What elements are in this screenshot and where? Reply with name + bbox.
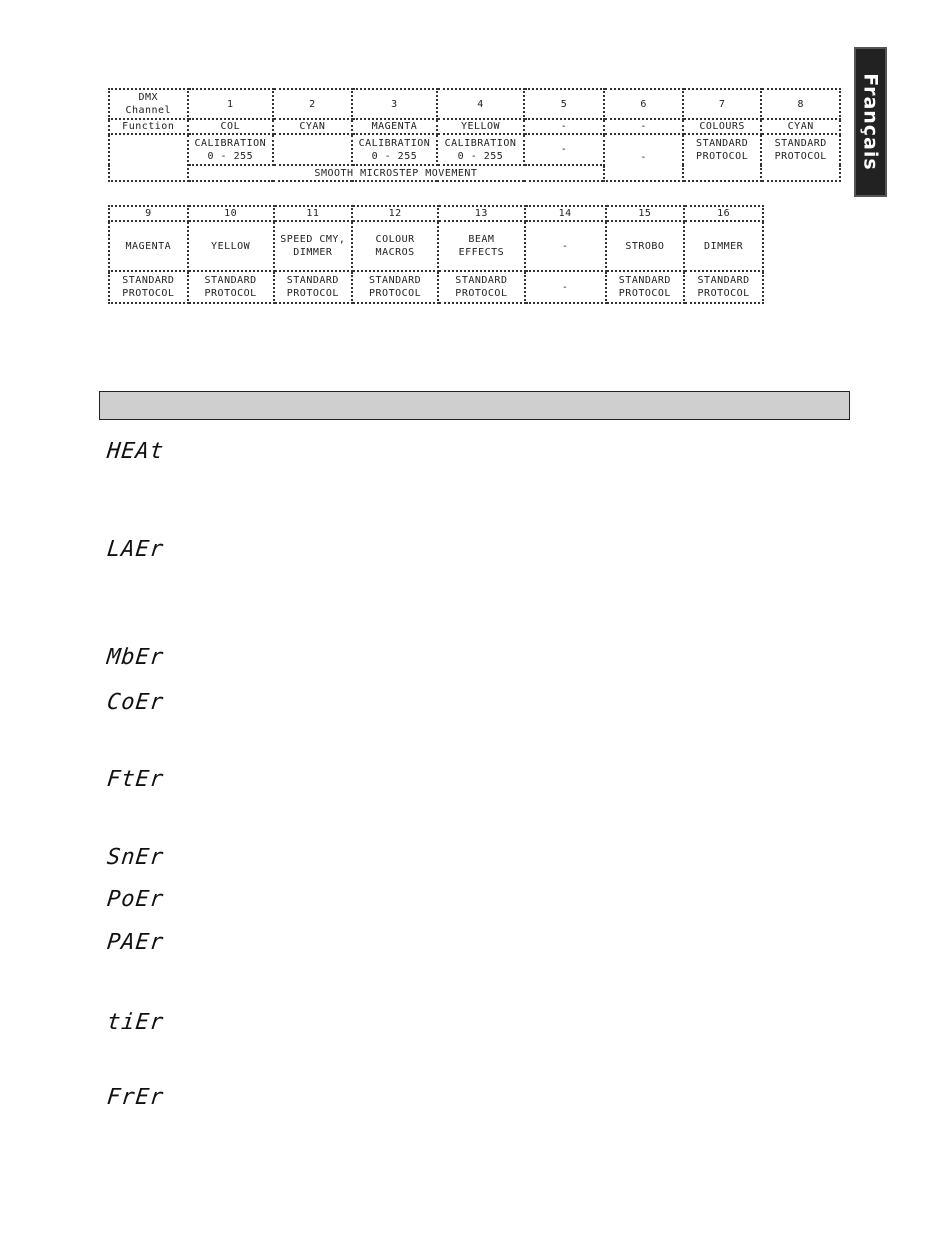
channel-number: 6 (604, 89, 683, 119)
function-cell: COL (188, 119, 274, 134)
function-cell: COLOURS (683, 119, 762, 134)
channel-number: 2 (273, 89, 352, 119)
channel-number: 5 (524, 89, 605, 119)
detail-cell: CALIBRATION 0 - 255 (352, 134, 438, 165)
protocol-cell: STANDARD PROTOCOL (109, 271, 188, 303)
detail-cell (273, 134, 352, 165)
smooth-movement-cell: SMOOTH MICROSTEP MOVEMENT (188, 165, 605, 181)
function-cell: CYAN (761, 119, 840, 134)
protocol-cell: STANDARD PROTOCOL (274, 271, 353, 303)
channel-number: 7 (683, 89, 762, 119)
channel-number: 13 (438, 206, 525, 221)
error-code-poer: PoEr (105, 887, 166, 912)
channel-number: 12 (352, 206, 438, 221)
protocol-cell: STANDARD PROTOCOL (188, 271, 274, 303)
function-cell: YELLOW (437, 119, 524, 134)
function-cell: - (525, 221, 606, 271)
detail-cell: STANDARD PROTOCOL (761, 134, 840, 181)
function-cell: MAGENTA (352, 119, 438, 134)
function-cell: STROBO (606, 221, 685, 271)
channel-number: 11 (274, 206, 353, 221)
channel-number: 16 (684, 206, 763, 221)
language-tab-label: Français (859, 73, 882, 171)
protocol-cell: - (525, 271, 606, 303)
dmx-channel-table-2 (108, 205, 764, 304)
channel-number: 1 (188, 89, 274, 119)
detail-cell: STANDARD PROTOCOL (683, 134, 762, 181)
protocol-cell: STANDARD PROTOCOL (684, 271, 763, 303)
section-header-bar (99, 391, 850, 420)
function-cell: COLOUR MACROS (352, 221, 438, 271)
channel-number: 3 (352, 89, 438, 119)
function-cell: - (524, 119, 605, 134)
error-code-sner: SnEr (105, 845, 166, 870)
error-code-mber: MbEr (105, 645, 166, 670)
function-cell: - (604, 119, 683, 134)
channel-number: 8 (761, 89, 840, 119)
detail-cell: CALIBRATION 0 - 255 (188, 134, 274, 165)
function-cell: YELLOW (188, 221, 274, 271)
channel-number: 9 (109, 206, 188, 221)
function-header: Function (109, 119, 188, 134)
detail-cell: - (604, 134, 683, 181)
function-cell: DIMMER (684, 221, 763, 271)
channel-number: 10 (188, 206, 274, 221)
error-code-tier: tiEr (105, 1010, 166, 1035)
language-tab (854, 47, 887, 197)
channel-number: 15 (606, 206, 685, 221)
function-cell: BEAM EFFECTS (438, 221, 525, 271)
error-code-heat: HEAt (105, 439, 166, 464)
dmx-channel-header: DMX Channel (109, 89, 188, 119)
error-code-laer: LAEr (105, 537, 166, 562)
protocol-cell: STANDARD PROTOCOL (352, 271, 438, 303)
error-code-coer: CoEr (105, 690, 166, 715)
error-code-frer: FrEr (105, 1085, 166, 1110)
function-cell: CYAN (273, 119, 352, 134)
dmx-channel-table-1 (108, 88, 841, 182)
channel-number: 14 (525, 206, 606, 221)
protocol-cell: STANDARD PROTOCOL (438, 271, 525, 303)
empty-cell (109, 134, 188, 181)
protocol-cell: STANDARD PROTOCOL (606, 271, 685, 303)
function-cell: SPEED CMY, DIMMER (274, 221, 353, 271)
function-cell: MAGENTA (109, 221, 188, 271)
detail-cell: - (524, 134, 605, 165)
error-code-fter: FtEr (105, 767, 166, 792)
channel-number: 4 (437, 89, 524, 119)
error-code-paer: PAEr (105, 930, 166, 955)
detail-cell: CALIBRATION 0 - 255 (437, 134, 524, 165)
